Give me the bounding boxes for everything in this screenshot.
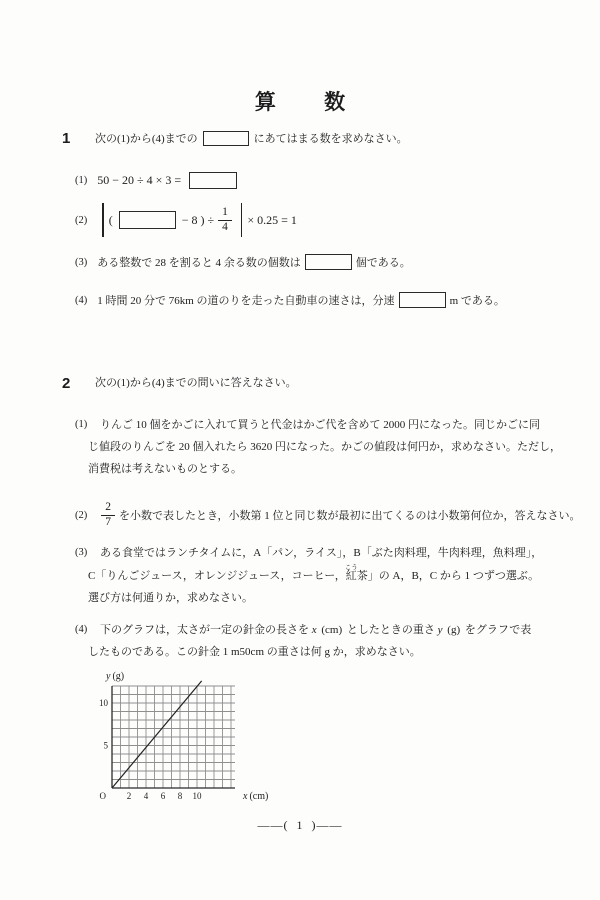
- ruby-furigana: こう: [344, 564, 358, 571]
- y-axis-label: y (g): [106, 671, 125, 682]
- origin-label: O: [99, 791, 106, 801]
- q4-line1-mid: としたときの重さ: [346, 624, 435, 636]
- wire-graph-svg: [88, 668, 298, 804]
- q2-label: (2): [75, 214, 88, 226]
- q2-open-paren: (: [108, 212, 113, 227]
- section1-q2: [75, 200, 297, 240]
- x-tick-label: 2: [126, 791, 132, 801]
- page-title: 算数: [254, 90, 394, 114]
- fraction-numerator: 2: [101, 501, 115, 515]
- q3-after: 個である。: [355, 257, 411, 269]
- q2-after-box: − 8 ) ÷: [181, 212, 215, 227]
- x-tick-label: 4: [143, 791, 149, 801]
- fraction-two-sevenths: [101, 501, 115, 528]
- fraction-numerator: 1: [218, 206, 232, 220]
- section2-intro: 次の(1)から(4)までの問いに答えなさい。: [95, 377, 297, 389]
- q3-label: (3): [75, 256, 88, 268]
- q4-line1: [88, 619, 531, 641]
- section2-q2: [75, 498, 581, 532]
- answer-blank-box: [399, 292, 446, 308]
- q4-after: m である。: [449, 295, 505, 307]
- q3-before: ある整数で 28 を割ると 4 余る数の個数は: [97, 257, 301, 269]
- q1-label: (1): [75, 175, 88, 186]
- q1-label: (1): [75, 419, 88, 430]
- right-brace-bar: [241, 203, 243, 237]
- section2-q4: [75, 619, 531, 663]
- section2-number: 2: [62, 375, 71, 392]
- section1-number: 1: [62, 130, 71, 147]
- x-tick-label: 8: [177, 791, 183, 801]
- q4-line2: したものである。この針金 1 m50cm の重さは何 g か，求めなさい。: [88, 646, 421, 658]
- section1-q4: [75, 292, 505, 308]
- fraction-one-fourth: [218, 206, 232, 233]
- y-unit: (g): [447, 624, 461, 636]
- q3-line3: 選び方は何通りか，求めなさい。: [88, 592, 253, 604]
- left-brace-bar: [102, 203, 104, 237]
- x-unit: (cm): [321, 624, 343, 636]
- q2-text: を小数で表したとき，小数第 1 位と同じ数が最初に出てくるのは小数第何位か，答えなさい。: [119, 510, 581, 522]
- y-tick-label: 5: [103, 740, 108, 751]
- x-tick-label: 10: [192, 791, 202, 801]
- ruby-base: 紅: [344, 570, 358, 582]
- q3-line2-before: C「りんごジュース，オレンジジュース，コーヒー，: [88, 570, 346, 582]
- q3-line2-after: 茶」の A，B，C から 1 つずつ選ぶ。: [356, 570, 540, 582]
- q3-line1: ある食堂ではランチタイムに，A「パン，ライス」，B「ぶた肉料理，牛肉料理，魚料理」，: [100, 547, 543, 559]
- q4-label: (4): [75, 294, 88, 306]
- section1-intro: [95, 130, 408, 146]
- q4-label: (4): [75, 624, 88, 635]
- section2-q3: [75, 542, 542, 609]
- answer-blank-box: [305, 254, 352, 270]
- answer-blank-box: [119, 211, 176, 229]
- section2-q1: [75, 414, 561, 480]
- q1-line1: りんご 10 個をかごに入れて買うと代金はかご代を含めて 2000 円になった。同じかごに同: [100, 419, 540, 431]
- section1-intro-after: にあてはまる数を求めなさい。: [253, 133, 408, 145]
- q1-line2: じ値段のりんごを 20 個入れたら 3620 円になった。かごの値段は何円か，求めなさい。ただし，: [88, 441, 561, 453]
- y-tick-label: 10: [99, 698, 108, 708]
- answer-blank-box: [203, 131, 249, 146]
- fraction-denominator: 7: [105, 515, 111, 528]
- y-variable: y: [437, 624, 443, 636]
- q4-line1-after: をグラフで表: [464, 624, 532, 636]
- fraction-denominator: 4: [222, 220, 228, 233]
- ruby-kocha: [344, 564, 358, 582]
- q1-expression: 50 − 20 ÷ 4 × 3 =: [97, 173, 182, 187]
- x-tick-label: 6: [160, 791, 166, 801]
- q3-label: (3): [75, 547, 88, 558]
- x-variable: x: [311, 624, 317, 636]
- section1-q3: [75, 254, 411, 270]
- wire-graph: [88, 668, 298, 809]
- q4-before: 1 時間 20 分で 76km の道のりを走った自動車の速さは，分速: [97, 295, 395, 307]
- page-number-footer: ——( 1 )——: [257, 818, 343, 832]
- q2-label: (2): [75, 509, 88, 521]
- answer-blank-box: [189, 172, 237, 189]
- q1-line3: 消費税は考えないものとする。: [88, 463, 242, 475]
- q4-line1-before: 下のグラフは，太さが一定の針金の長さを: [100, 624, 309, 636]
- section1-q1: [75, 172, 237, 189]
- x-axis-label: x (cm): [243, 791, 269, 802]
- q2-tail: × 0.25 = 1: [247, 212, 297, 227]
- section1-intro-before: 次の(1)から(4)までの: [95, 133, 198, 145]
- q3-line2: [88, 564, 542, 587]
